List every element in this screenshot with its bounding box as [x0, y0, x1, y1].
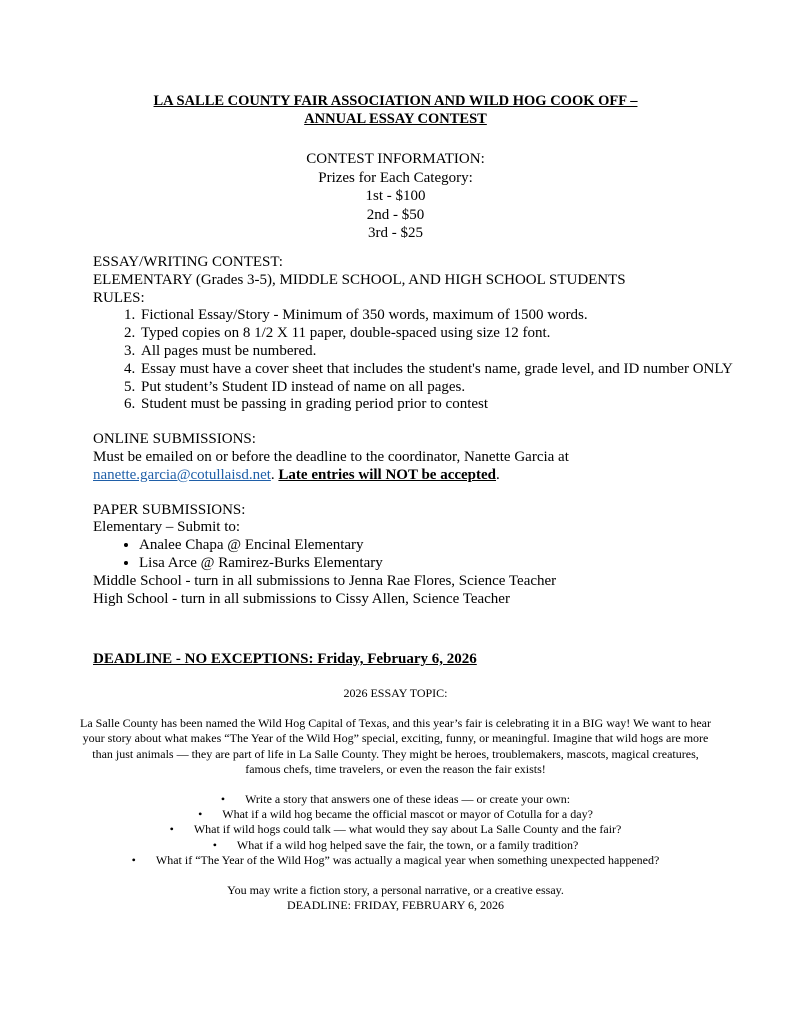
- topic-idea: [0, 807, 791, 822]
- bullet-icon: •: [169, 822, 174, 837]
- rule-item: 1. Fictional Essay/Story - Minimum of 350 words, maximum of 1500 words.: [139, 307, 733, 325]
- middle-school-submissions: Middle School - turn in all submissions to Jenna Rae Flores, Science Teacher: [93, 572, 557, 589]
- rule-item: 5. Put student’s Student ID instead of name on all pages.: [139, 379, 733, 397]
- topic-idea: [0, 822, 791, 837]
- topic-idea-text: Write a story that answers one of these ideas — or create your own:: [245, 792, 571, 807]
- title-line-1: LA SALLE COUNTY FAIR ASSOCIATION AND WILD HOG COOK OFF –: [153, 93, 638, 109]
- rule-item: 4. Essay must have a cover sheet that includes the student's name, grade level, and ID number ONLY: [139, 361, 733, 379]
- topic-ideas-list: [0, 792, 791, 868]
- bullet-icon: •: [198, 807, 203, 822]
- rules-list: [93, 307, 733, 414]
- prize-1st: 1st - $100: [365, 188, 426, 204]
- topic-idea-text: What if “The Year of the Wild Hog” was actually a magical year when something unexpected happened?: [155, 852, 660, 867]
- rules-heading: RULES:: [93, 289, 145, 306]
- contest-information: [0, 150, 791, 243]
- elementary-contacts-list: [93, 537, 733, 573]
- prizes-heading: Prizes for Each Category:: [318, 169, 473, 186]
- elementary-submit-label: Elementary – Submit to:: [93, 519, 241, 536]
- topic-closing: You may write a fiction story, a personal narrative, or a creative essay.: [227, 883, 564, 898]
- contest-details: [93, 254, 733, 608]
- topic-idea: [0, 853, 791, 868]
- elementary-contact: • Analee Chapa @ Encinal Elementary: [139, 537, 733, 555]
- topic-idea: [0, 838, 791, 853]
- bullet-icon: •: [220, 792, 226, 807]
- title-line-2: ANNUAL ESSAY CONTEST: [304, 111, 487, 127]
- online-submissions-heading: ONLINE SUBMISSIONS:: [93, 431, 256, 448]
- bullet-icon: •: [131, 852, 136, 867]
- bullet-icon: •: [212, 837, 217, 852]
- email-separator: .: [270, 466, 279, 483]
- high-school-submissions: High School - turn in all submissions to Cissy Allen, Science Teacher: [93, 590, 510, 607]
- online-submissions-text: Must be emailed on or before the deadline to the coordinator, Nanette Garcia at: [93, 448, 569, 465]
- deadline-notice: DEADLINE - NO EXCEPTIONS: Friday, February 6, 2026: [93, 651, 477, 667]
- coordinator-email-link[interactable]: nanette.garcia@cotullaisd.net: [93, 466, 271, 483]
- paper-submissions-heading: PAPER SUBMISSIONS:: [93, 501, 246, 518]
- topic-idea: [0, 792, 791, 807]
- essay-topic-section: [0, 686, 791, 913]
- late-entries-notice: Late entries will NOT be accepted: [278, 466, 497, 483]
- eligibility-text: ELEMENTARY (Grades 3-5), MIDDLE SCHOOL, AND HIGH SCHOOL STUDENTS: [93, 271, 626, 288]
- essay-contest-heading: ESSAY/WRITING CONTEST:: [93, 254, 283, 270]
- essay-topic-heading: 2026 ESSAY TOPIC:: [343, 686, 448, 700]
- topic-closing-deadline: DEADLINE: FRIDAY, FEBRUARY 6, 2026: [287, 898, 504, 913]
- topic-idea-text: What if a wild hog helped save the fair, the town, or a family tradition?: [236, 837, 579, 852]
- rule-item: 3. All pages must be numbered.: [139, 343, 733, 361]
- late-entries-period: .: [496, 466, 500, 483]
- essay-topic-paragraph: La Salle County has been named the Wild Hog Capital of Texas, and this year’s fair is celebrating it in a BIG way! We want to hear your story about what makes “The Year of the Wild Hog” special, exciting, funny, or meaningful. Imagine that wild hogs are more than just animals — they are part of life in La Salle County. They might be heroes, troublemakers, mascots, magical creatures, famous chefs, time travelers, or even the reason the fair exists!: [80, 716, 711, 776]
- rule-item: 2. Typed copies on 8 1/2 X 11 paper, double-spaced using size 12 font.: [139, 325, 733, 343]
- prize-2nd: 2nd - $50: [366, 206, 425, 223]
- elementary-contact: • Lisa Arce @ Ramirez-Burks Elementary: [139, 555, 733, 573]
- topic-idea-text: What if wild hogs could talk — what would they say about La Salle County and the fair?: [193, 822, 622, 837]
- online-email-line: [93, 467, 733, 485]
- prize-3rd: 3rd - $25: [368, 225, 423, 241]
- rule-item: 6. Student must be passing in grading period prior to contest: [139, 396, 733, 414]
- document-title: [0, 92, 791, 128]
- topic-idea-text: What if a wild hog became the official mascot or mayor of Cotulla for a day?: [222, 807, 593, 822]
- contest-info-heading: CONTEST INFORMATION:: [306, 151, 485, 167]
